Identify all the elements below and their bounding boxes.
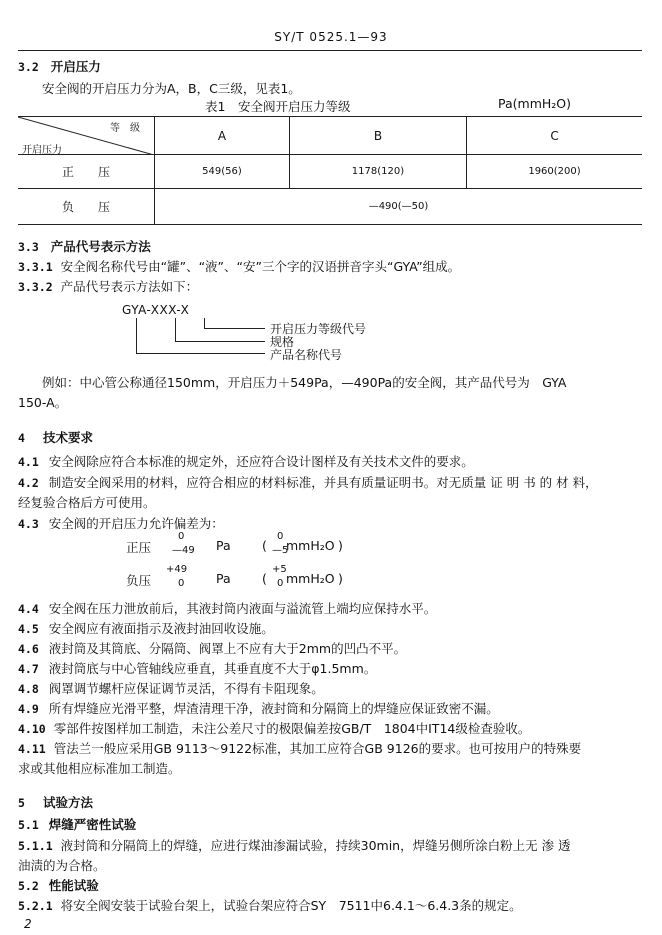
code-format: GYA-XXX-X	[122, 303, 190, 317]
neg-p-down: 0	[277, 578, 284, 589]
pos-unit: Pa	[216, 538, 231, 553]
pos-down: —49	[172, 545, 195, 556]
section-4-7: 4.7 液封筒底与中心管轴线应垂直，其垂直度不大于φ1.5mm。	[18, 661, 377, 676]
neg-p-unit: mmH₂O	[286, 571, 335, 586]
cell-pos-c: 1960(200)	[467, 155, 642, 189]
col-b: B	[289, 117, 466, 155]
section-4-11: 4.11 管法兰一般应采用GB 9113～9122标准，其加工应符合GB 9126的要求。也可按用户的特殊要	[18, 741, 582, 756]
section-5-1-1: 5.1.1 液封筒和分隔筒上的焊缝，应进行煤油渗漏试验，持续30min，焊缝另侧所涂白粉上无 渗 透	[18, 838, 571, 853]
code-label-1: 开启压力等级代号	[270, 322, 367, 336]
neg-paren-open: (	[262, 571, 267, 586]
page-number: 2	[24, 917, 32, 931]
section-5-2-heading: 5.2 性能试验	[18, 878, 99, 893]
pos-label: 正压	[126, 540, 152, 555]
table-unit: Pa(mmH₂O)	[498, 96, 571, 111]
code-label-3: 产品名称代号	[270, 348, 343, 362]
section-3-2-heading: 3.2 开启压力	[18, 59, 101, 74]
row-positive-label: 正 压	[18, 155, 155, 189]
section-4-5: 4.5 安全阀应有液面指示及液封油回收设施。	[18, 621, 274, 636]
section-5-1-heading: 5.1 焊缝严密性试验	[18, 817, 137, 832]
section-4-6: 4.6 液封筒及其筒底、分隔筒、阀罩上不应有大于2mm的凹凸不平。	[18, 641, 407, 656]
cell-pos-b: 1178(120)	[289, 155, 466, 189]
section-4-heading: 4 技术要求	[18, 430, 93, 445]
section-4-2: 4.2 制造安全阀采用的材料，应符合相应的材料标准，并具有质量证明书。对无质量 证 明 书 的 材 料，	[18, 475, 598, 490]
table-corner-cell: 等 级 开启压力	[18, 117, 155, 155]
section-4-8: 4.8 阀罩调节螺杆应保证调节灵活，不得有卡阻现象。	[18, 681, 324, 696]
pos-p-up: 0	[277, 531, 284, 542]
pos-paren-open: (	[262, 538, 267, 553]
section-3-2-text: 安全阀的开启压力分为A，B，C三级，见表1。	[42, 81, 301, 96]
section-4-1: 4.1 安全阀除应符合本标准的规定外，还应符合设计图样及有关技术文件的要求。	[18, 454, 474, 469]
section-4-9: 4.9 所有焊缝应光滑平整，焊渣清理干净，液封筒和分隔筒上的焊缝应保证致密不漏。	[18, 701, 499, 716]
neg-down: 0	[178, 578, 185, 589]
cell-neg-merged: —490(—50)	[155, 189, 643, 225]
example-line-2: 150-A。	[18, 395, 68, 410]
pos-up: 0	[178, 531, 185, 542]
col-a: A	[155, 117, 290, 155]
running-header: SY/T 0525.1—93	[274, 30, 388, 44]
section-4-10: 4.10 零部件按图样加工制造，未注公差尺寸的极限偏差按GB/T 1804中IT14级检查验收。	[18, 721, 531, 736]
section-3-3-2: 3.3.2 产品代号表示方法如下：	[18, 279, 199, 294]
section-5-1-1-cont: 油渍的为合格。	[18, 858, 106, 873]
pressure-grade-table	[18, 116, 642, 225]
neg-unit: Pa	[216, 571, 231, 586]
header-rule	[18, 50, 642, 51]
pos-p-down: —5	[272, 545, 289, 556]
row-negative-label: 负 压	[18, 189, 155, 225]
code-label-2: 规格	[270, 335, 295, 349]
section-3-3-heading: 3.3 产品代号表示方法	[18, 239, 151, 254]
neg-label: 负压	[126, 573, 152, 588]
pos-p-unit: mmH₂O	[286, 538, 335, 553]
section-4-4: 4.4 安全阀在压力泄放前后，其液封筒内液面与溢流管上端均应保持水平。	[18, 601, 437, 616]
pos-paren-close: )	[338, 538, 343, 553]
neg-p-up: +5	[272, 564, 287, 575]
section-5-2-1: 5.2.1 将安全阀安装于试验台架上，试验台架应符合SY 7511中6.4.1～6.4.3条的规定。	[18, 898, 522, 913]
table-caption: 表1 安全阀开启压力等级	[205, 99, 351, 114]
neg-paren-close: )	[338, 571, 343, 586]
section-4-2-cont: 经复验合格后方可使用。	[18, 495, 156, 510]
section-5-heading: 5 试验方法	[18, 795, 93, 810]
bracket-line-3	[136, 318, 265, 354]
section-4-11-cont: 求或其他相应标准加工制造。	[18, 761, 181, 776]
col-c: C	[467, 117, 642, 155]
section-4-3: 4.3 安全阀的开启压力允许偏差为：	[18, 516, 224, 531]
section-3-3-1: 3.3.1 安全阀名称代号由“罐”、“液”、“安”三个字的汉语拼音字头“GYA”组成。	[18, 259, 461, 274]
cell-pos-a: 549(56)	[155, 155, 290, 189]
neg-up: +49	[166, 564, 188, 575]
example-line-1: 例如：中心管公称通径150mm，开启压力＋549Pa，—490Pa的安全阀，其产品代号为 GYA	[42, 375, 567, 390]
